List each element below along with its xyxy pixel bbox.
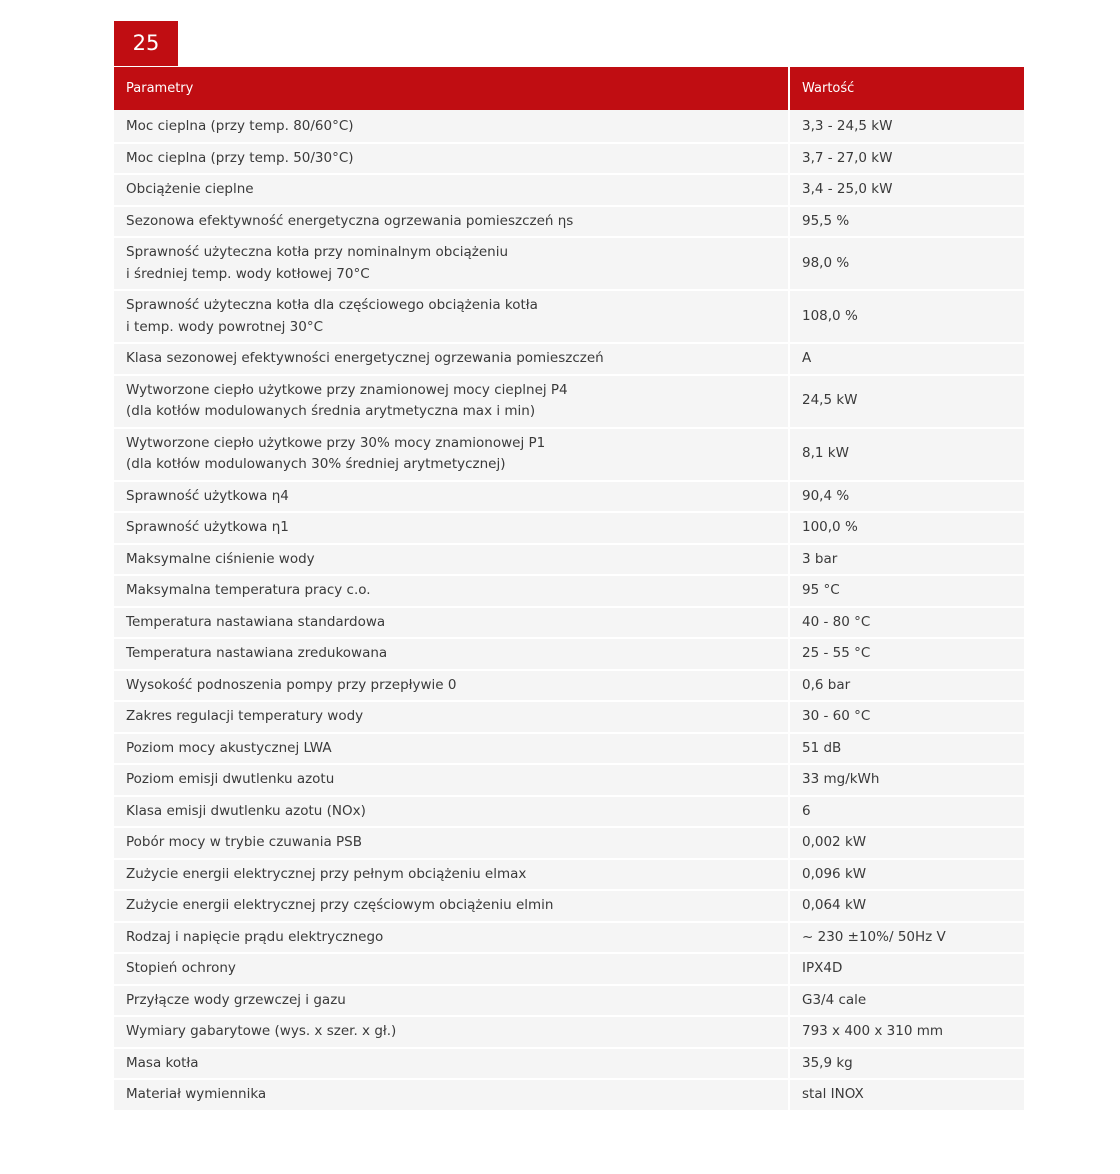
- value-cell: 0,002 kW: [789, 827, 1024, 859]
- value-cell: 0,6 bar: [789, 670, 1024, 702]
- value-cell: 100,0 %: [789, 512, 1024, 544]
- parameter-cell: Klasa emisji dwutlenku azotu (NOx): [114, 796, 789, 828]
- table-row: [114, 375, 1024, 428]
- parameter-cell: Wytworzone ciepło użytkowe przy znamionowej mocy cieplnej P4 (dla kotłów modulowanych średnia arytmetyczna max i min): [114, 375, 789, 428]
- table-row: [114, 607, 1024, 639]
- table-row: [114, 764, 1024, 796]
- parameter-cell: Sprawność użytkowa η4: [114, 481, 789, 513]
- value-cell: IPX4D: [789, 953, 1024, 985]
- value-cell: ~ 230 ±10%/ 50Hz V: [789, 922, 1024, 954]
- parameter-cell: Sprawność użyteczna kotła przy nominalnym obciążeniu i średniej temp. wody kotłowej 70°C: [114, 237, 789, 290]
- parameter-cell: Zużycie energii elektrycznej przy częściowym obciążeniu elmin: [114, 890, 789, 922]
- parameter-cell: Rodzaj i napięcie prądu elektrycznego: [114, 922, 789, 954]
- page-number-badge: 25: [114, 21, 178, 66]
- table-row: [114, 143, 1024, 175]
- value-cell: 30 - 60 °C: [789, 701, 1024, 733]
- parameter-cell: Obciążenie cieplne: [114, 174, 789, 206]
- value-cell: 98,0 %: [789, 237, 1024, 290]
- parameter-cell: Moc cieplna (przy temp. 50/30°C): [114, 143, 789, 175]
- table-row: [114, 290, 1024, 343]
- parameter-cell: Wytworzone ciepło użytkowe przy 30% mocy znamionowej P1 (dla kotłów modulowanych 30% średniej arytmetycznej): [114, 428, 789, 481]
- parameter-cell: Temperatura nastawiana zredukowana: [114, 638, 789, 670]
- value-cell: 24,5 kW: [789, 375, 1024, 428]
- header-parameters: Parametry: [114, 67, 789, 110]
- table-row: [114, 733, 1024, 765]
- parameter-cell: Zużycie energii elektrycznej przy pełnym obciążeniu elmax: [114, 859, 789, 891]
- parameter-cell: Masa kotła: [114, 1048, 789, 1080]
- parameter-cell: Wymiary gabarytowe (wys. x szer. x gł.): [114, 1016, 789, 1048]
- parameter-cell: Materiał wymiennika: [114, 1079, 789, 1111]
- parameter-cell: Przyłącze wody grzewczej i gazu: [114, 985, 789, 1017]
- parameter-cell: Moc cieplna (przy temp. 80/60°C): [114, 110, 789, 143]
- parameter-cell: Sprawność użyteczna kotła dla częściowego obciążenia kotła i temp. wody powrotnej 30°C: [114, 290, 789, 343]
- table-row: [114, 343, 1024, 375]
- value-cell: 3,3 - 24,5 kW: [789, 110, 1024, 143]
- value-cell: 793 x 400 x 310 mm: [789, 1016, 1024, 1048]
- table-row: [114, 1079, 1024, 1111]
- value-cell: 108,0 %: [789, 290, 1024, 343]
- table-row: [114, 544, 1024, 576]
- table-row: [114, 796, 1024, 828]
- value-cell: 40 - 80 °C: [789, 607, 1024, 639]
- value-cell: 6: [789, 796, 1024, 828]
- table-row: [114, 512, 1024, 544]
- value-cell: 3,4 - 25,0 kW: [789, 174, 1024, 206]
- table-row: [114, 890, 1024, 922]
- value-cell: 3 bar: [789, 544, 1024, 576]
- parameter-cell: Sezonowa efektywność energetyczna ogrzewania pomieszczeń ηs: [114, 206, 789, 238]
- table-row: [114, 110, 1024, 143]
- table-row: [114, 481, 1024, 513]
- parameter-cell: Temperatura nastawiana standardowa: [114, 607, 789, 639]
- value-cell: 95 °C: [789, 575, 1024, 607]
- value-cell: 0,096 kW: [789, 859, 1024, 891]
- value-cell: 0,064 kW: [789, 890, 1024, 922]
- table-row: [114, 575, 1024, 607]
- value-cell: 8,1 kW: [789, 428, 1024, 481]
- table-row: [114, 1048, 1024, 1080]
- table-row: [114, 859, 1024, 891]
- value-cell: 35,9 kg: [789, 1048, 1024, 1080]
- value-cell: 90,4 %: [789, 481, 1024, 513]
- header-value: Wartość: [789, 67, 1024, 110]
- parameter-cell: Pobór mocy w trybie czuwania PSB: [114, 827, 789, 859]
- value-cell: 95,5 %: [789, 206, 1024, 238]
- parameter-cell: Wysokość podnoszenia pompy przy przepływie 0: [114, 670, 789, 702]
- parameter-cell: Poziom emisji dwutlenku azotu: [114, 764, 789, 796]
- value-cell: G3/4 cale: [789, 985, 1024, 1017]
- parameter-cell: Stopień ochrony: [114, 953, 789, 985]
- table-row: [114, 670, 1024, 702]
- value-cell: 33 mg/kWh: [789, 764, 1024, 796]
- parameter-cell: Zakres regulacji temperatury wody: [114, 701, 789, 733]
- value-cell: stal INOX: [789, 1079, 1024, 1111]
- parameter-cell: Poziom mocy akustycznej LWA: [114, 733, 789, 765]
- table-header-row: [114, 67, 1024, 110]
- table-row: [114, 701, 1024, 733]
- table-row: [114, 428, 1024, 481]
- table-row: [114, 237, 1024, 290]
- parameter-cell: Sprawność użytkowa η1: [114, 512, 789, 544]
- parameter-cell: Maksymalna temperatura pracy c.o.: [114, 575, 789, 607]
- table-row: [114, 638, 1024, 670]
- value-cell: 25 - 55 °C: [789, 638, 1024, 670]
- table-row: [114, 953, 1024, 985]
- value-cell: A: [789, 343, 1024, 375]
- parameter-cell: Klasa sezonowej efektywności energetycznej ogrzewania pomieszczeń: [114, 343, 789, 375]
- table-row: [114, 206, 1024, 238]
- table-row: [114, 922, 1024, 954]
- table-row: [114, 174, 1024, 206]
- parameter-cell: Maksymalne ciśnienie wody: [114, 544, 789, 576]
- parameters-table: [114, 67, 1024, 1112]
- table-body: [114, 110, 1024, 1111]
- value-cell: 51 dB: [789, 733, 1024, 765]
- table-row: [114, 985, 1024, 1017]
- table-row: [114, 1016, 1024, 1048]
- table-row: [114, 827, 1024, 859]
- value-cell: 3,7 - 27,0 kW: [789, 143, 1024, 175]
